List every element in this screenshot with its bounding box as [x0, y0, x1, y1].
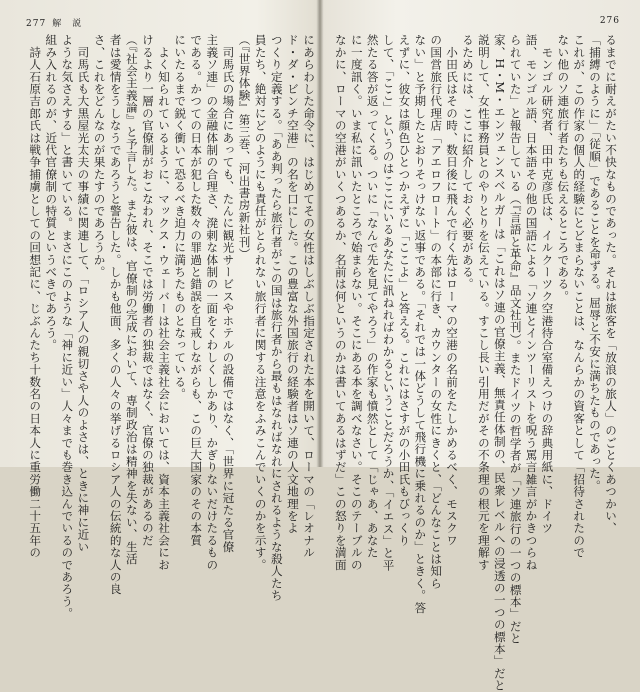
text-column: である。かつての日本が犯した数々の罪過と錯誤を自戒しながらも、この巨大国家のその本質 [189, 34, 204, 547]
text-column: られていた」と報告している（『言語と革命』品文社刊）。またドイツの哲学者が「ソ連旅行の一つの標本」だと [508, 34, 523, 645]
running-head: 解 説 [52, 19, 83, 29]
right-page-number: 276 [599, 16, 620, 26]
left-page-header [26, 16, 82, 29]
text-column: 説明して、女性事務員とのやりとりを伝えている。すこし長い引用だがその不条理の根元を理解す [476, 34, 491, 571]
text-column: 主義ソ連」の金融体制の合理さ、溌剌な体制の一面をくわしくしかあり、かぎりないだけたるもの [205, 34, 220, 571]
text-column: （『社会主義論』と予言した。また彼は、官僚制の完成において、専制政治は精神を失ない、生活 [124, 34, 139, 565]
text-column: さ、これをどんなのが果たすのであろうか。 [92, 34, 107, 278]
text-column: つくり定義する。「ああ判ったら旅行者がこの国は旅行者から最もはなればなれにされるような殺人たち [269, 34, 284, 602]
right-page-text [330, 34, 618, 692]
left-page-number: 277 [26, 19, 47, 29]
text-column: よく知られているように、マックス・ウェーバーは社会主義社会においては、資本主義社会にお [157, 34, 172, 571]
text-column: ない他のソ連旅行者たちも伝えるところである。 [556, 34, 571, 303]
text-column: 司馬氏も大黒屋光太夫の事績に関連して、「ロシア人の親切さや人のよさは、ときに神に近い [76, 34, 91, 553]
text-column: 者は愛情をうしなうであろうと警告した。しかも他面、多くの人々の挙げるロシア人の伝統的な人の良 [108, 34, 123, 596]
text-column: モンゴル研究者、田中克彦氏は、イルクーツク空港待合室備えつけの辞典用紙に、ドイツ [540, 34, 555, 535]
text-column: の国営旅行代理店「アエロフロート」の本部に行き、カウンターの女性にきくと、「どんなことは知ら [429, 34, 444, 590]
text-column: るためには、ここに紹介しておく必要がある。 [460, 34, 475, 291]
text-column: 詩人石原吉郎氏は戦争捕虜としての回想記に、じぶんたち十数名の日本人に重労働二十五年の [28, 34, 43, 559]
text-column: けるより一層の官僚制がおこなわれ、そこでは労働者の独裁ではなく、官僚の独裁があるのだ [140, 34, 155, 547]
text-column: これが、この作家の個人的経験にとどまらないことは、なんらかの資客として「招待されたので [572, 34, 587, 559]
right-page-header [600, 16, 620, 26]
text-column: 小田氏はその時、数日後に飛んで行く先はローマの空港の名前をたしかめるべく、モスクワ [445, 34, 460, 547]
text-column: （『世界体験』第三巻、河出書房新社刊） [237, 34, 252, 260]
text-column: 然たる答が返ってくる。ついに「なんで先を見てやろう」の作家も憤然として「じゃあ、あなた [365, 34, 380, 559]
text-column: して、「ここ」というのはここにいるあなたに訊ねればわかるということだろうか、「イエス」と平 [381, 34, 396, 572]
text-column: にいたるまで鋭く衝いて恐るべき迫力に満ちたものとなっている。 [173, 34, 188, 400]
text-column: 語、モンゴル語、日本語その他の国語による「ソ連とインツーリストを呪う罵言雑言がかきつらね [524, 34, 539, 571]
text-column: えずに、彼女は顔色ひとつかえずに「ここよ」と答える。これにはさすがの小田氏もびっくり [397, 34, 412, 547]
text-column: 「捕縛のように」「従順」であることを命ずる。屈辱と不安に満ちたものであった。 [588, 34, 603, 492]
text-column: 家、H・M・エンツェンスベルガーは「これはソ連の官僚主義、無責任体制の、民衆レベルへの浸透の一つの標本」だと [492, 34, 507, 692]
left-page [0, 0, 320, 620]
text-column: に一度訊く。いま私に訊いたところで始まらない。そこにある本を調べなさい。そこのテーブルの [349, 34, 364, 571]
right-page [320, 0, 640, 692]
text-column: ような気さえする」と書いている。まさにこのような「神に近い」人々までも巻き込んでいるのであろう。 [60, 34, 75, 620]
text-column: ない」と予期したとおりそっけない返事である。「それでは一体どうして飛行機に乗れるのか」ときく。答 [413, 34, 428, 614]
left-page-text [24, 34, 316, 620]
text-column: るまでに耐えがたい不快なものであった。それは旅客を「放浪の旅人」のごとくあつかい、 [604, 34, 618, 535]
text-column: なかに、ローマの空港がいくつあるか、名前は何というのかは書いてあるはずだ」この怒りを満面 [333, 34, 348, 571]
text-column: にあらわした命令に、はじめてその女性はしぶしぶ指定された本を開いて、ローマの「レオナル [302, 34, 316, 559]
text-column: 員たち、絶対にどのようにも責任がとられない旅行者に関する注意をふみこんでいくのかを示す。 [253, 34, 268, 571]
text-column: ド・ダ・ビンチ空港」の名を口にした。この豊富な外国旅行の経験者はソ連の人文地理をよ [285, 34, 300, 535]
text-column: 組み入れるのが、近代官僚制の特質というべきであろう。 [44, 34, 59, 352]
text-column: 司馬氏の場合にあっても、たんに観光サービスやホテルの設備ではなく、「世界に冠たる官僚 [221, 34, 236, 553]
